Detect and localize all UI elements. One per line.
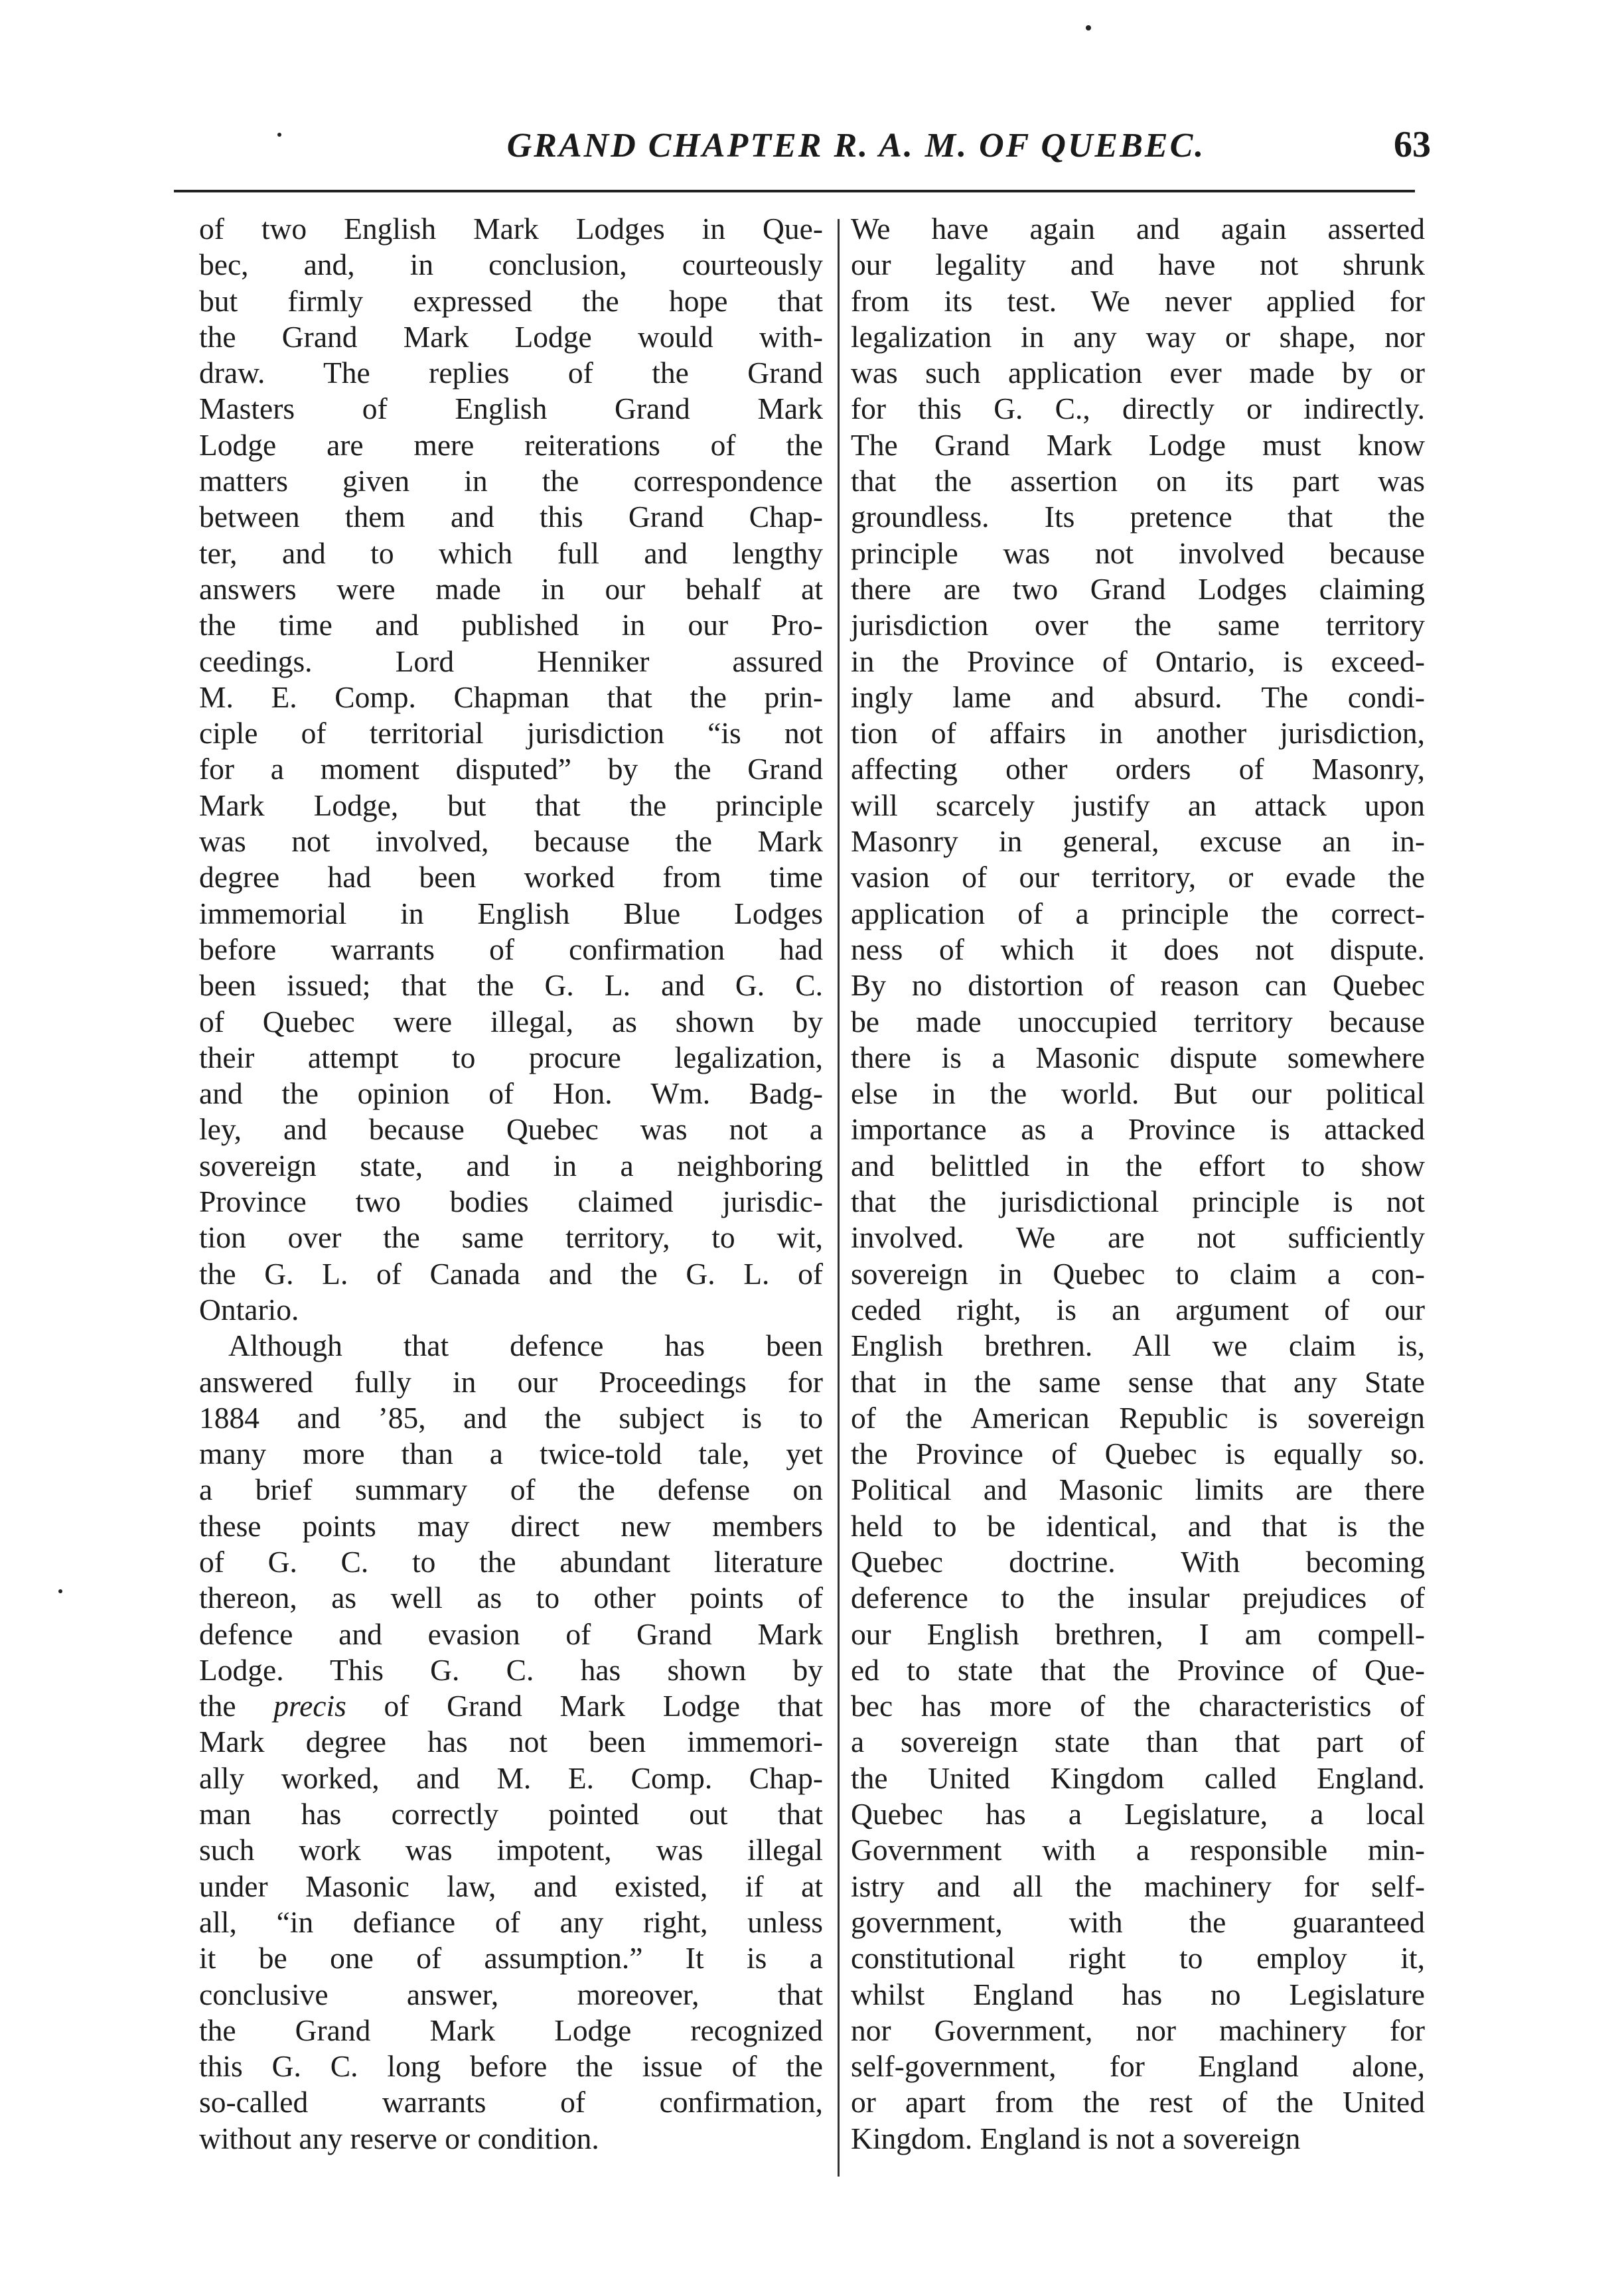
text-line: there is a Masonic dispute somewhere <box>851 1040 1425 1074</box>
text-line: the United Kingdom called England. <box>851 1760 1425 1795</box>
text-line: whilst England has no Legislature <box>851 1977 1425 2011</box>
text-line: principle was not involved because <box>851 536 1425 570</box>
text-line: sovereign in Quebec to claim a con- <box>851 1256 1425 1291</box>
text-line: was not involved, because the Mark <box>199 824 823 859</box>
text-line: involved. We are not sufficiently <box>851 1220 1425 1255</box>
text-line: the G. L. of Canada and the G. L. of <box>199 1256 823 1291</box>
text-line: M. E. Comp. Chapman that the prin- <box>199 680 823 714</box>
text-line: Quebec has a Legislature, a local <box>851 1797 1425 1831</box>
text-line: tion over the same territory, to wit, <box>199 1220 823 1255</box>
text-line: Mark Lodge, but that the principle <box>199 788 823 822</box>
text-line: English brethren. All we claim is, <box>851 1328 1425 1363</box>
text-line: We have again and again asserted <box>851 212 1425 246</box>
text-line: many more than a twice-told tale, yet <box>199 1437 823 1471</box>
text-line: Although that defence has been <box>228 1328 823 1363</box>
text-line: answered fully in our Proceedings for <box>199 1364 823 1399</box>
text-line: there are two Grand Lodges claiming <box>851 571 1425 606</box>
text-line: ley, and because Quebec was not a <box>199 1112 823 1147</box>
text-line: legalization in any way or shape, nor <box>851 319 1425 354</box>
text-line: answers were made in our behalf at <box>199 571 823 606</box>
text-line: of two English Mark Lodges in Que- <box>199 212 823 246</box>
text-line: 1884 and ’85, and the subject is to <box>199 1400 823 1435</box>
text-line: so-called warrants of confirmation, <box>199 2085 823 2119</box>
text-line: the Province of Quebec is equally so. <box>851 1437 1425 1471</box>
text-line: held to be identical, and that is the <box>851 1508 1425 1543</box>
text-line: affecting other orders of Masonry, <box>851 752 1425 786</box>
text-line: ceedings. Lord Henniker assured <box>199 644 823 678</box>
text-line: matters given in the correspondence <box>199 464 823 498</box>
text-line: be made unoccupied territory because <box>851 1004 1425 1039</box>
text-line: Masters of English Grand Mark <box>199 392 823 426</box>
text-line: a brief summary of the defense on <box>199 1472 823 1507</box>
text-line: that in the same sense that any State <box>851 1364 1425 1399</box>
text-line: conclusive answer, moreover, that <box>199 1977 823 2011</box>
text-line: government, with the guaranteed <box>851 1904 1425 1939</box>
print-speck <box>1086 25 1091 31</box>
text-line: vasion of our territory, or evade the <box>851 860 1425 895</box>
text-line: the time and published in our Pro- <box>199 608 823 642</box>
text-line: all, “in defiance of any right, unless <box>199 1904 823 1939</box>
text-line: self-government, for England alone, <box>851 2049 1425 2084</box>
text-line: or apart from the rest of the United <box>851 2085 1425 2119</box>
text-line: Political and Masonic limits are there <box>851 1472 1425 1507</box>
text-line: Masonry in general, excuse an in- <box>851 824 1425 859</box>
text-line: tion of affairs in another jurisdiction, <box>851 716 1425 751</box>
text-line: a sovereign state than that part of <box>851 1725 1425 1759</box>
text-line: ter, and to which full and lengthy <box>199 536 823 570</box>
text-line: else in the world. But our political <box>851 1076 1425 1111</box>
left-column <box>199 211 823 2157</box>
text-line: Quebec doctrine. With becoming <box>851 1544 1425 1579</box>
text-line: deference to the insular prejudices of <box>851 1581 1425 1615</box>
text-line: the Grand Mark Lodge recognized <box>199 2013 823 2047</box>
text-line: ness of which it does not dispute. <box>851 932 1425 966</box>
text-line: of Quebec were illegal, as shown by <box>199 1004 823 1039</box>
running-head <box>0 126 1622 186</box>
text-line: Ontario. <box>199 1292 299 1327</box>
text-line: constitutional right to employ it, <box>851 1941 1425 1975</box>
text-line: ciple of territorial jurisdiction “is not <box>199 716 823 751</box>
column-divider <box>838 219 840 2177</box>
text-line: without any reserve or condition. <box>199 2121 599 2155</box>
text-line: By no distortion of reason can Quebec <box>851 968 1425 1003</box>
text-line: the precis of Grand Mark Lodge that <box>199 1689 823 1723</box>
text-line: ed to state that the Province of Que- <box>851 1652 1425 1687</box>
text-line: draw. The replies of the Grand <box>199 356 823 390</box>
text-line: these points may direct new members <box>199 1508 823 1543</box>
text-line: The Grand Mark Lodge must know <box>851 427 1425 462</box>
text-line: their attempt to procure legalization, <box>199 1040 823 1074</box>
text-line: under Masonic law, and existed, if at <box>199 1869 823 1903</box>
text-line: importance as a Province is attacked <box>851 1112 1425 1147</box>
text-line: it be one of assumption.” It is a <box>199 1941 823 1975</box>
header-rule <box>174 190 1415 192</box>
text-line: man has correctly pointed out that <box>199 1797 823 1831</box>
page-number: 63 <box>1394 124 1431 165</box>
text-line: istry and all the machinery for self- <box>851 1869 1425 1903</box>
text-line: been issued; that the G. L. and G. C. <box>199 968 823 1003</box>
text-line: between them and this Grand Chap- <box>199 500 823 534</box>
text-line: the Grand Mark Lodge would with- <box>199 319 823 354</box>
text-line: our legality and have not shrunk <box>851 248 1425 282</box>
text-line: Province two bodies claimed jurisdic- <box>199 1184 823 1219</box>
text-line: and belittled in the effort to show <box>851 1148 1425 1183</box>
print-speck <box>58 1589 62 1593</box>
text-line: ally worked, and M. E. Comp. Chap- <box>199 1760 823 1795</box>
text-line: was such application ever made by or <box>851 356 1425 390</box>
text-line: will scarcely justify an attack upon <box>851 788 1425 822</box>
text-line: in the Province of Ontario, is exceed- <box>851 644 1425 678</box>
text-line: Lodge are mere reiterations of the <box>199 427 823 462</box>
text-line: our English brethren, I am compell- <box>851 1616 1425 1651</box>
text-line: thereon, as well as to other points of <box>199 1581 823 1615</box>
text-line: jurisdiction over the same territory <box>851 608 1425 642</box>
text-line: degree had been worked from time <box>199 860 823 895</box>
right-column <box>851 211 1425 2157</box>
text-line: bec has more of the characteristics of <box>851 1689 1425 1723</box>
text-line: such work was impotent, was illegal <box>199 1833 823 1867</box>
print-speck <box>277 133 281 137</box>
text-line: and the opinion of Hon. Wm. Badg- <box>199 1076 823 1111</box>
text-line: nor Government, nor machinery for <box>851 2013 1425 2047</box>
text-line: Government with a responsible min- <box>851 1833 1425 1867</box>
page-title: GRAND CHAPTER R. A. M. OF QUEBEC. <box>506 127 1206 165</box>
text-line: that the assertion on its part was <box>851 464 1425 498</box>
text-line: Mark degree has not been immemori- <box>199 1725 823 1759</box>
text-line: this G. C. long before the issue of the <box>199 2049 823 2084</box>
text-line: ceded right, is an argument of our <box>851 1292 1425 1327</box>
text-line: before warrants of confirmation had <box>199 932 823 966</box>
text-line: that the jurisdictional principle is not <box>851 1184 1425 1219</box>
text-line: for a moment disputed” by the Grand <box>199 752 823 786</box>
text-line: groundless. Its pretence that the <box>851 500 1425 534</box>
text-line: Kingdom. England is not a sovereign <box>851 2121 1301 2155</box>
text-line: Lodge. This G. C. has shown by <box>199 1652 823 1687</box>
text-line: application of a principle the correct- <box>851 896 1425 930</box>
text-line: ingly lame and absurd. The condi- <box>851 680 1425 714</box>
text-line: of the American Republic is sovereign <box>851 1400 1425 1435</box>
text-line: but firmly expressed the hope that <box>199 283 823 318</box>
text-line: bec, and, in conclusion, courteously <box>199 248 823 282</box>
text-line: sovereign state, and in a neighboring <box>199 1148 823 1183</box>
text-line: defence and evasion of Grand Mark <box>199 1616 823 1651</box>
text-line: immemorial in English Blue Lodges <box>199 896 823 930</box>
text-line: for this G. C., directly or indirectly. <box>851 392 1425 426</box>
text-line: of G. C. to the abundant literature <box>199 1544 823 1579</box>
text-line: from its test. We never applied for <box>851 283 1425 318</box>
